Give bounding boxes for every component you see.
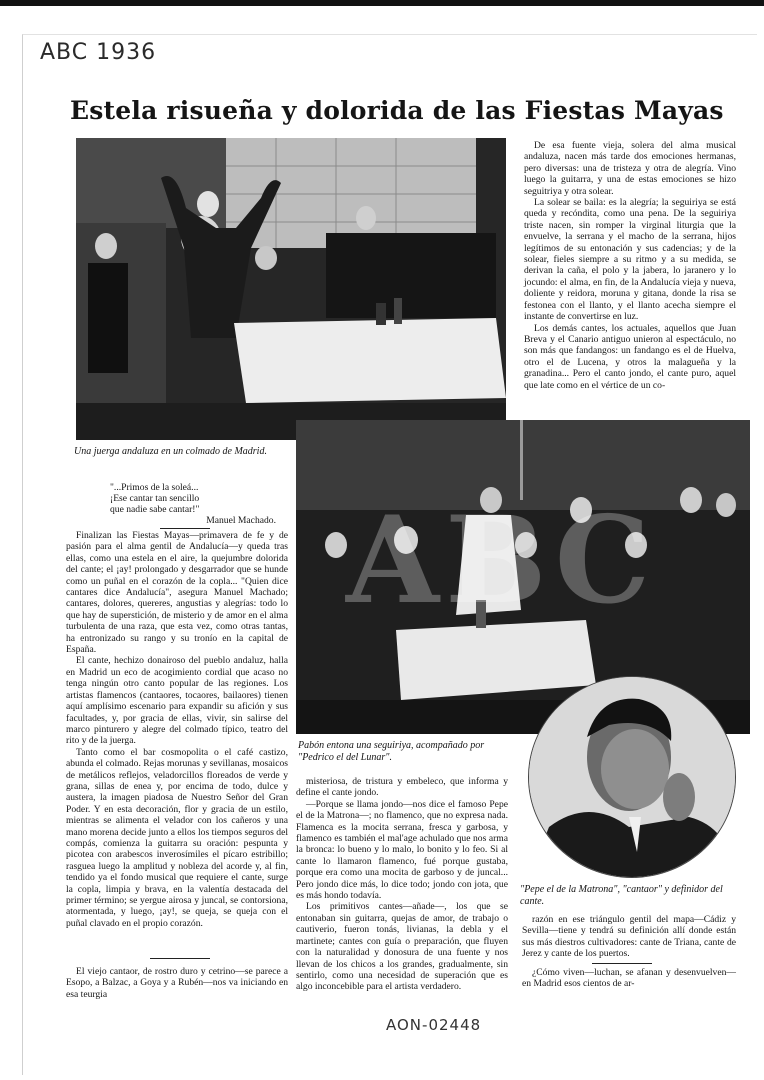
paragraph: razón en ese triángulo gentil del mapa—Cádiz y Sevilla—tiene y tendrá su definición allí donde están sus más diestros cultivadores: cante de Triana, cante de Jerez y cante de los puertos. bbox=[522, 914, 736, 960]
text-column-right-bottom bbox=[522, 914, 736, 989]
caption-photo-2: Pabón entona una seguiriya, acompañado por "Pedrico el del Lunar". bbox=[298, 740, 485, 763]
divider-rule bbox=[592, 963, 652, 964]
paragraph: La solear se baila: es la alegría; la seguiriya se está queda y recóndita, como una pena. De la seguiriya triste nacen, sin romper la virginal liturgia que la envuelve, la serrana y el macho de la serrana, hijos legítimos de su entonación y sus cadencias; y de la solear, fieles siempre a su ritmo y a su medida, se derivan la caña, el polo y la jabera, lo jaranero y lo jocundo: el alma, en fin, de la Andalucía vieja y nueva, doliente y reidora, moruna y gitana, donde la risa se festonea con el llanto, y el llanto acecha siempre el instante de convertirse en luz. bbox=[524, 197, 736, 323]
paragraph: misteriosa, de tristura y embeleco, que informa y define el cante jondo. bbox=[296, 776, 508, 799]
paragraph: Los primitivos cantes—añade—, los que se entonaban sin guitarra, quejas de amor, de trabajo o cautiverio, fueron tonás, livianas, la debla y el martinete; cantes con guía o preparación, que fluyen con la naturalidad y donosura de una fuente y nos llevan de los chicos a los grandes, gradualmente, sin sentirlo, como una necesidad de superación que es algo inconcebible para el artista verdadero. bbox=[296, 901, 508, 993]
article-headline: Estela risueña y dolorida de las Fiestas Mayas bbox=[70, 96, 724, 125]
epigraph-author: Manuel Machado. bbox=[206, 515, 276, 526]
paragraph: —Porque se llama jondo—nos dice el famoso Pepe el de la Matrona—; no flamenco, que no expresa nada. Flamenca es la mocita serrana, fresca y garbosa, y flamenco es también el mal'age achulado que nos arma la bronca: lo bueno y lo malo, lo bonito y lo feo. Si al cante lo llamaron flamenco, fué porque gustaba, porque era como una mocita de garboso y de juncal... Pero jondo dice más, lo dice todo; jondo con jota, que es más hondo todavía. bbox=[296, 798, 508, 902]
caption-photo-1: Una juerga andaluza en un colmado de Madrid. bbox=[74, 446, 267, 457]
text-column-left bbox=[66, 530, 288, 929]
photo-juerga-colmado bbox=[76, 138, 506, 440]
paragraph: El cante, hechizo donairoso del pueblo andaluz, halla en Madrid un eco de acogimiento cordial que acaso no tenga ningún otro canto popular de las regiones. Los artistas flamencos (cantaores, tocaores, bailaores) tienen aquí amplísimo escenario para expandir su afición y sus facultades, y, por gracia de ellas, vivir, sin salirse del marco pinturero y alegre del colmado típico, teatro del rito y de la juerga. bbox=[66, 655, 288, 747]
text-column-middle bbox=[296, 776, 508, 993]
photo-juerga-image bbox=[76, 138, 506, 440]
handwritten-archive-label: ABC 1936 bbox=[40, 40, 157, 65]
caption-photo-3: "Pepe el de la Matrona", "cantaor" y definidor del cante. bbox=[520, 884, 723, 907]
paragraph: De esa fuente vieja, solera del alma musical andaluza, nacen más tarde dos emociones hermanas, pero diversas: una de tristeza y otra de alegría. Vino luego la guitarra, y una de estas emociones se hizo seguitriya y otra solear. bbox=[524, 140, 736, 197]
handwritten-catalog-number: AON-02448 bbox=[386, 1016, 482, 1034]
epigraph-line-1: "...Primos de la soleá... bbox=[110, 482, 199, 493]
divider-rule bbox=[150, 958, 210, 959]
paragraph: Los demás cantes, los actuales, aquellos que Juan Breva y el Canario antiguo unieron al espectáculo, no son más que fandangos: un fandango es el de Huelva, otro el de Lucena, y otros la malagueña y la granadina... Pero el canto jondo, el cante puro, aquel que late como en el vértice de un co- bbox=[524, 322, 736, 391]
paragraph: Finalizan las Fiestas Mayas—primavera de fe y de pasión para el alma gentil de Andalucía—y queda tras ellas, como una estela en el aire, la quejumbre dolorida del cante; el ¡ay! prolongado y desgarrador que se hunde como un puñal en el corazón de la copla... "Quien dice cantares dice Andalucía", asegura Manuel Machado; cantares, dolores, quereres, angustias y alegrías: todo lo que hay de superstición, de misterio y de amor en el alma turbulenta de una raza, que esta vez, como otras tantas, ha entronizado su rango y su tronío en la capital de España. bbox=[66, 530, 288, 656]
divider-rule bbox=[160, 528, 210, 529]
scan-top-edge bbox=[0, 0, 764, 6]
abc-watermark: ABC bbox=[346, 490, 657, 631]
epigraph-line-2: ¡Ese cantar tan sencillo bbox=[110, 493, 200, 504]
paragraph: ¿Cómo viven—luchan, se afanan y desenvuelven—en Madrid esos cientos de ar- bbox=[522, 966, 736, 990]
paragraph: El viejo cantaor, de rostro duro y cetrino—se parece a Esopo, a Balzac, a Goya y a Rubén—nos va iniciando en esa teurgia bbox=[66, 966, 288, 1000]
photo-portrait-image bbox=[529, 677, 735, 877]
photo-pepe-matrona-portrait bbox=[528, 676, 736, 878]
epigraph-line-3: que nadie sabe cantar!" bbox=[110, 504, 200, 515]
text-column-left-bottom bbox=[66, 966, 288, 1000]
text-column-right-top bbox=[524, 140, 736, 391]
paragraph: Tanto como el bar cosmopolita o el café castizo, abunda el colmado. Rejas morunas y sevillanas, mosaicos de metálicos reflejos, veladorcillos floreados de verde y grana, sillas de enea y, por encima de todo, dulce y austera, la imagen piadosa de Nuestro Señor del Gran Poder. Y en esta decoración, flor y gracia de un estilo, mientras se alimenta el velador con los cañeros y una mano morena decide junto a ellos los tiempos seguros del compás, comienza la guitarra su oración: pespunta y picotea con arabescos inverosímiles el pícaro estribillo; rasguea luego la amplitud y nobleza del acorde y, al fin, tendido ya el fondo musical que requiere el cante, surge la copla, limpia y brava, en la valentía destacada del primer término; se yergue airosa y juncal, se contorsiona, atormentada, y luego, ¡ay!, se queja, se queja con el puñal clavado en el propio corazón. bbox=[66, 746, 288, 929]
photo-pabon-seguiriya bbox=[296, 420, 750, 734]
epigraph bbox=[110, 482, 290, 526]
